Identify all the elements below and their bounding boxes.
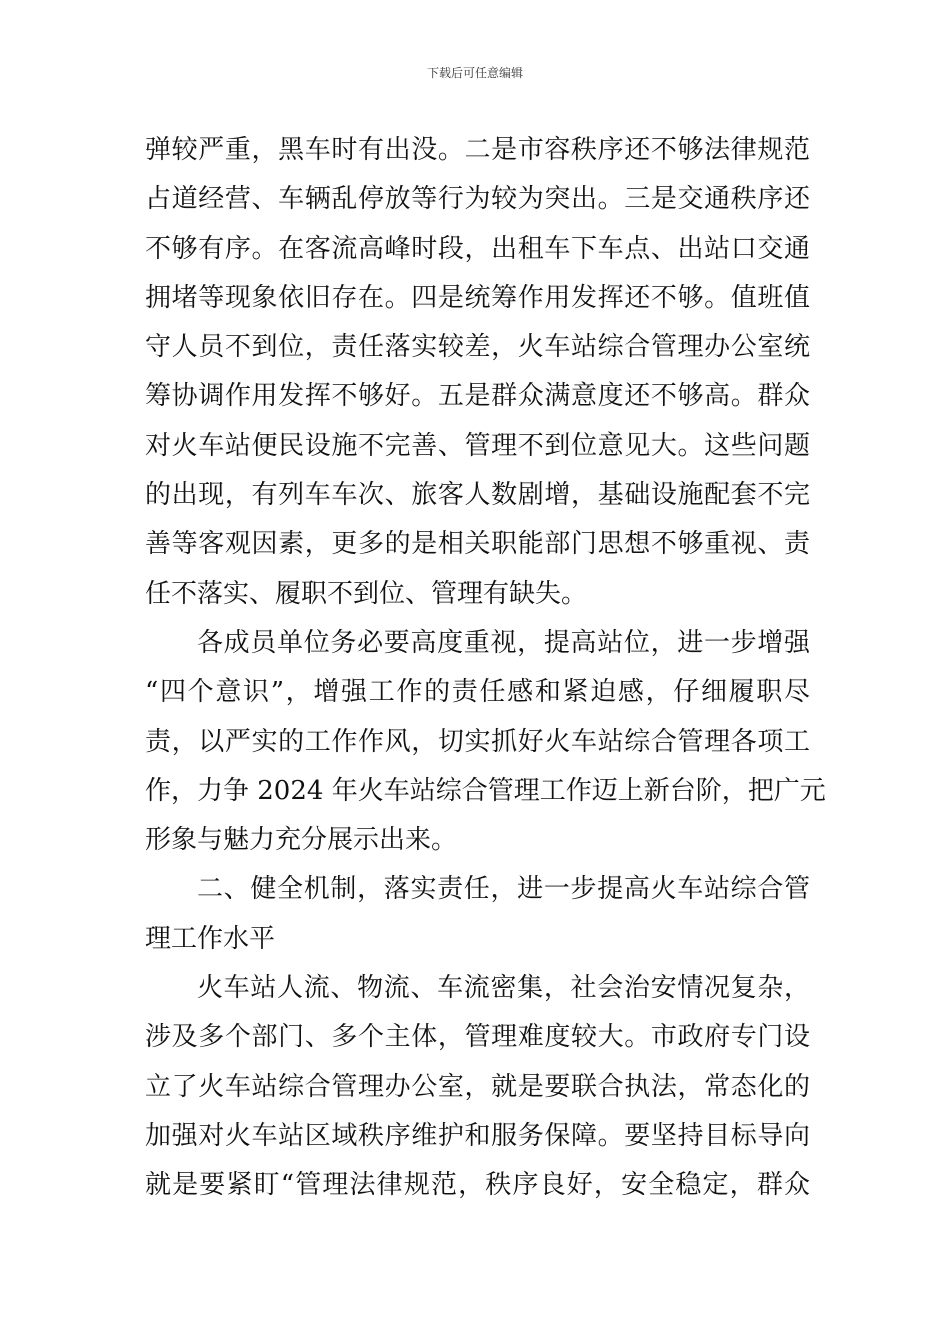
text-line: 火车站人流、物流、车流密集，社会治安情况复杂， [197,973,810,1004]
paragraph-attention [145,619,826,865]
text-line: “四个意识”，增强工作的责任感和紧迫感，仔细履职尽 [145,677,810,708]
text-line: 弹较严重，黑车时有出没。二是市容秩序还不够法律规范 [145,135,810,165]
paragraph-mechanism [145,964,810,1210]
text-line: 不够有序。在客流高峰时段，出租车下车点、出站口交通 [145,233,810,264]
text-line: 善等客观因素，更多的是相关职能部门思想不够重视、责 [145,529,810,560]
document-body [145,126,826,1211]
text-line: 守人员不到位，责任落实较差，火车站综合管理办公室统 [145,332,810,363]
text-line: 就是要紧盯“管理法律规范，秩序良好，安全稳定，群众 [145,1170,810,1201]
paragraph-problems [145,126,810,619]
text-line: 各成员单位务必要高度重视，提高站位，进一步增强 [197,627,810,658]
text-line: 作，力争 2024 年火车站综合管理工作迈上新台阶，把广元 [145,775,826,806]
text-line: 拥堵等现象依旧存在。四是统筹作用发挥还不够。值班值 [145,282,810,313]
text-line: 任不落实、履职不到位、管理有缺失。 [145,578,588,609]
text-line: 责，以严实的工作作风，切实抓好火车站综合管理各项工 [145,726,810,757]
text-line: 形象与魅力充分展示出来。 [145,825,458,856]
text-line: 筹协调作用发挥不够好。五是群众满意度还不够高。群众 [145,381,810,412]
text-line: 的出现，有列车车次、旅客人数剧增，基础设施配套不完 [145,480,810,511]
text-line: 二、健全机制，落实责任，进一步提高火车站综合管 [197,874,810,905]
text-line: 涉及多个部门、多个主体，管理难度较大。市政府专门设 [145,1022,810,1053]
text-line: 对火车站便民设施不完善、管理不到位意见大。这些问题 [145,430,810,461]
page-header: 下载后可任意编辑 [426,66,523,80]
text-line: 占道经营、车辆乱停放等行为较为突出。三是交通秩序还 [145,184,810,215]
text-line: 立了火车站综合管理办公室，就是要联合执法，常态化的 [145,1071,810,1102]
section-heading-two [145,865,810,964]
text-line: 加强对火车站区域秩序维护和服务保障。要坚持目标导向 [145,1120,810,1151]
text-line: 理工作水平 [145,923,276,954]
